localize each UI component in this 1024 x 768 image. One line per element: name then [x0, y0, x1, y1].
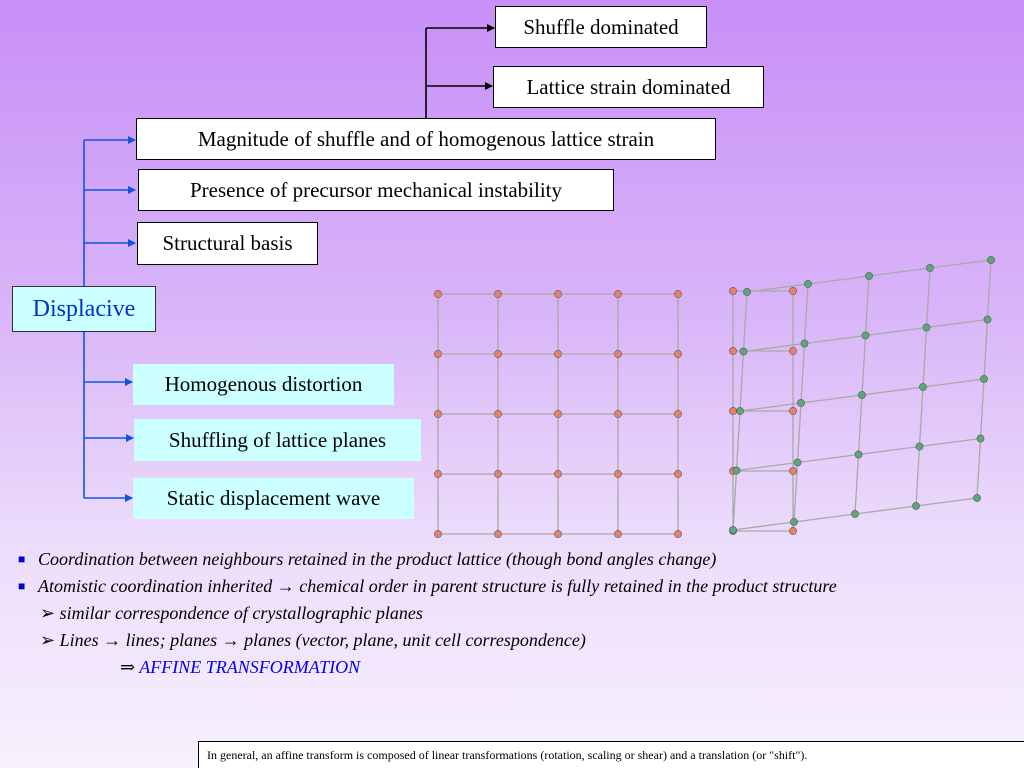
parent-lattice-node [434, 530, 441, 537]
parent-lattice-node [494, 350, 501, 357]
product-lattice-line [737, 411, 741, 471]
product-lattice-line [923, 328, 927, 388]
parent-lattice-node [434, 350, 441, 357]
parent-lattice-node [614, 410, 621, 417]
shuffling-label: Shuffling of lattice planes [168, 427, 387, 452]
magnitude-label: Magnitude of shuffle and of homogenous lattice strain [197, 126, 655, 151]
reference-lattice-node [729, 347, 736, 354]
parent-lattice-node [554, 410, 561, 417]
product-lattice-line [984, 320, 988, 380]
affine-transformation-text: AFFINE TRANSFORMATION [139, 657, 361, 677]
product-lattice-line [733, 522, 794, 530]
product-lattice-line [801, 344, 805, 404]
product-lattice-line [737, 463, 798, 471]
product-lattice-line [862, 336, 866, 396]
precursor-label: Presence of precursor mechanical instability [189, 177, 563, 202]
product-lattice-line [798, 455, 859, 463]
parent-lattice-node [494, 470, 501, 477]
product-lattice-line [920, 387, 924, 447]
product-lattice-line [977, 439, 981, 499]
product-lattice-node [851, 510, 858, 517]
product-lattice-node [743, 288, 750, 295]
parent-lattice-node [494, 290, 501, 297]
product-lattice-node [973, 494, 980, 501]
product-lattice-line [916, 447, 920, 507]
product-lattice-line [866, 328, 927, 336]
product-lattice-line [805, 336, 866, 344]
affine-conclusion [18, 654, 1008, 681]
product-lattice-line [923, 379, 984, 387]
sub-bullet-text-lines: Lines → lines; planes → planes (vector, plane, unit cell correspondence) [59, 630, 586, 650]
lattice-strain-dominated-label: Lattice strain dominated [526, 74, 731, 99]
product-lattice-node [926, 264, 933, 271]
reference-lattice-node [729, 287, 736, 294]
parent-lattice-node [614, 470, 621, 477]
displacive-label: Displacive [32, 295, 136, 322]
parent-lattice-node [554, 290, 561, 297]
product-lattice-node [804, 280, 811, 287]
parent-lattice-node [674, 290, 681, 297]
product-lattice-node [916, 443, 923, 450]
bullet-item-atomistic [18, 573, 1008, 600]
product-lattice-line [930, 260, 991, 268]
product-lattice-line [866, 276, 870, 336]
parent-lattice-node [434, 410, 441, 417]
implies-icon: ⇒ [120, 657, 136, 677]
bullet-square-icon: ■ [18, 552, 26, 566]
bullet-list [18, 546, 1008, 681]
arrowhead-bullet-icon: ➢ [40, 630, 56, 650]
product-lattice-line [808, 276, 869, 284]
product-lattice-line [744, 292, 748, 352]
product-lattice-node [797, 399, 804, 406]
product-lattice-node [794, 459, 801, 466]
product-lattice-node [729, 526, 736, 533]
product-lattice-line [859, 447, 920, 455]
product-lattice-node [858, 391, 865, 398]
shuffle-dominated-label: Shuffle dominated [523, 14, 679, 39]
product-lattice-line [740, 352, 744, 412]
parent-lattice-node [554, 530, 561, 537]
product-lattice-node [801, 340, 808, 347]
bullet-text-atomistic: Atomistic coordination inherited → chemical order in parent structure is fully retained in the product structure [38, 576, 837, 596]
product-lattice-line [855, 506, 916, 514]
reference-lattice-node [729, 407, 736, 414]
product-lattice-node [980, 375, 987, 382]
product-lattice-line [859, 395, 863, 455]
parent-lattice-node [434, 290, 441, 297]
product-lattice-node [855, 451, 862, 458]
product-lattice-node [919, 383, 926, 390]
product-lattice-node [912, 502, 919, 509]
parent-lattice-node [674, 530, 681, 537]
bullet-item-coordination [18, 546, 1008, 573]
sub-bullet-planes [18, 600, 1008, 627]
product-lattice-line [916, 498, 977, 506]
product-lattice-line [981, 379, 985, 439]
product-lattice-node [733, 467, 740, 474]
product-lattice-line [927, 320, 988, 328]
product-lattice-node [790, 518, 797, 525]
product-lattice-line [927, 268, 931, 328]
product-lattice-line [862, 387, 923, 395]
product-lattice-line [920, 439, 981, 447]
reference-lattice-node [789, 407, 796, 414]
bullet-text-coordination: Coordination between neighbours retained in the product lattice (though bond angles change) [38, 549, 717, 569]
product-lattice-line [805, 284, 809, 344]
product-lattice-line [855, 455, 859, 515]
product-lattice-node [862, 332, 869, 339]
structural-basis-label: Structural basis [162, 231, 293, 255]
product-lattice-node [923, 324, 930, 331]
homogenous-distortion-label: Homogenous distortion [164, 372, 363, 396]
product-lattice-line [801, 395, 862, 403]
reference-lattice-node [789, 467, 796, 474]
product-lattice-node [740, 348, 747, 355]
footnote-text: In general, an affine transform is composed of linear transformations (rotation, scaling or shear) and a translation (or "shift"). [207, 748, 808, 762]
reference-lattice-node [789, 347, 796, 354]
product-lattice-line [798, 403, 802, 463]
reference-lattice-node [789, 527, 796, 534]
parent-lattice-node [614, 530, 621, 537]
sub-bullet-lines [18, 627, 1008, 654]
parent-lattice-node [554, 470, 561, 477]
parent-lattice-node [614, 350, 621, 357]
product-lattice-line [869, 268, 930, 276]
parent-lattice-node [674, 350, 681, 357]
static-wave-label: Static displacement wave [166, 486, 381, 510]
product-lattice-node [865, 272, 872, 279]
bullet-square-icon: ■ [18, 579, 26, 593]
sub-bullet-text-planes: similar correspondence of crystallographic planes [59, 603, 423, 623]
parent-lattice-node [434, 470, 441, 477]
parent-lattice-node [554, 350, 561, 357]
product-lattice-node [977, 435, 984, 442]
parent-lattice-node [494, 410, 501, 417]
product-lattice-node [987, 256, 994, 263]
product-lattice-line [794, 514, 855, 522]
product-lattice-node [984, 316, 991, 323]
parent-lattice-node [614, 290, 621, 297]
product-lattice-line [988, 260, 992, 320]
reference-lattice-node [789, 287, 796, 294]
arrowhead-bullet-icon: ➢ [40, 603, 56, 623]
parent-lattice-node [494, 530, 501, 537]
footnote [198, 741, 1024, 768]
parent-lattice-node [674, 410, 681, 417]
product-lattice-node [736, 407, 743, 414]
parent-lattice-node [674, 470, 681, 477]
